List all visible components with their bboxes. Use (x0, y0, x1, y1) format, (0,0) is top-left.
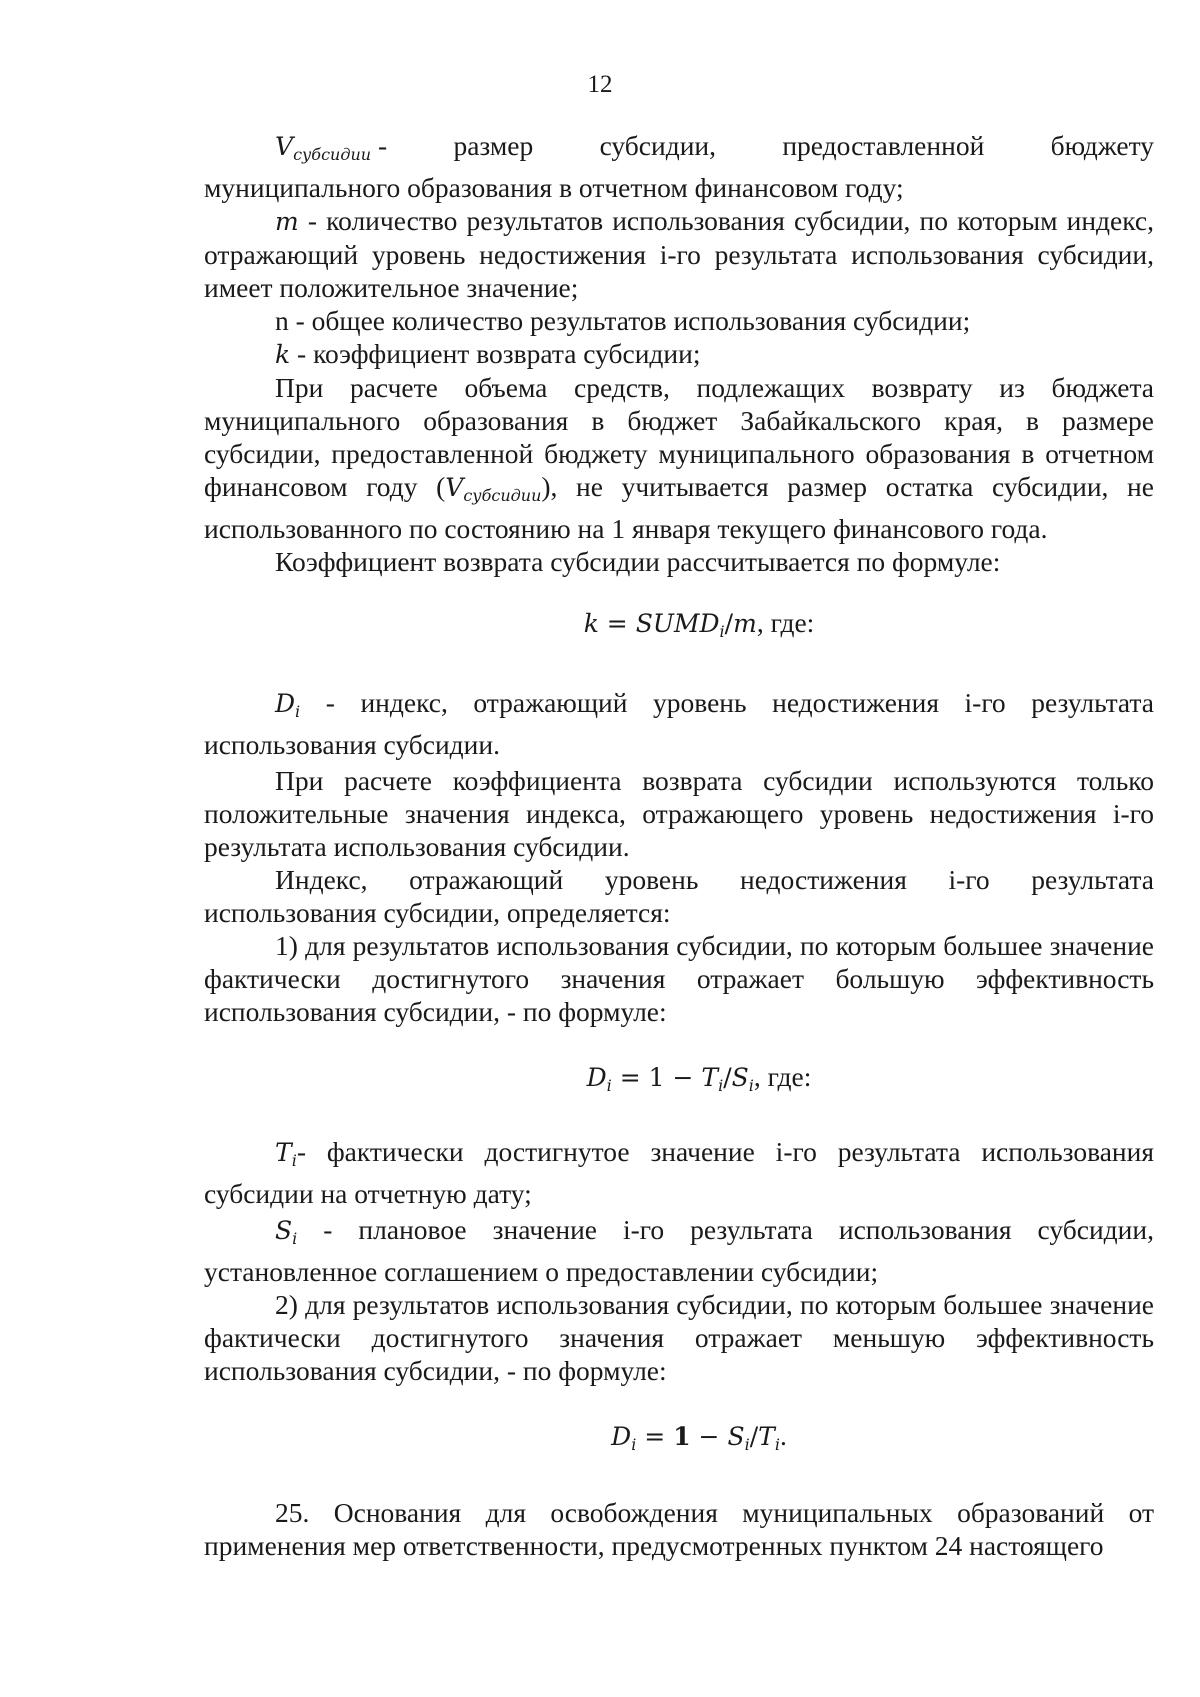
page-number: 12 (587, 71, 613, 98)
document-body (204, 129, 1154, 1562)
formula-d-case-1: $D_i = 1 - T_i/S_i$, где: (586, 1061, 812, 1095)
paragraph-v-subsidy-line2: муниципального образования в отчетном финансовом году; (204, 172, 904, 203)
paragraph-positive-values: При расчете коэффициента возврата субсидии используются только положительные значения индекса, отражающего уровень недостижения i-го результата использования субсидии. (204, 765, 1154, 862)
formula-k: $k = SUMD_i/m$, где: (583, 607, 815, 641)
paragraph-s-definition: $S_i$ - плановое значение i-го результата использования субсидии, установленное соглашением о предоставлении субсидии; (204, 1214, 1154, 1287)
paragraph-t-definition: $T_i-$ фактически достигнутое значение i-го результата использования субсидии на отчетную дату; (204, 1136, 1154, 1209)
paragraph-k-definition: k - коэффициент возврата субсидии; (275, 338, 701, 369)
paragraph-coefficient-intro: Коэффициент возврата субсидии рассчитывается по формуле: (275, 546, 1001, 577)
formula-d-case-2: $D_i = 1 - S_i/T_i$. (611, 1420, 787, 1454)
paragraph-case-1: 1) для результатов использования субсидии, по которым большее значение фактически достигнутого значения отражает большую эффективность использования субсидии, - по формуле: (204, 930, 1154, 1027)
paragraph-item-25: 25. Основания для освобождения муниципальных образований от применения мер ответственности, предусмотренных пунктом 24 настоящего (204, 1497, 1154, 1561)
paragraph-case-2: 2) для результатов использования субсидии, по которым большее значение фактически достигнутого значения отражает меньшую эффективность использования субсидии, - по формуле: (204, 1289, 1154, 1386)
paragraph-index-determined: Индекс, отражающий уровень недостижения i-го результата использования субсидии, определяется: (204, 864, 1154, 928)
paragraph-n-definition: n - общее количество результатов использования субсидии; (275, 305, 971, 336)
paragraph-m-definition: m - количество результатов использования субсидии, по которым индекс, отражающий уровень недостижения i-го результата использования субсидии, имеет положительное значение; (204, 205, 1154, 303)
paragraph-d-definition: $D_i$ - индекс, отражающий уровень недостижения i-го результата использования субсидии. (204, 687, 1154, 760)
paragraph-v-subsidy-line1: $V_{субсидии}$ - размер субсидии, предоставленной бюджету (204, 129, 1154, 171)
v-subsidy-term: $V_{субсидии}$ - (275, 130, 388, 164)
paragraph-calculation-note: При расчете объема средств, подлежащих возврату из бюджета муниципального образования в бюджет Забайкальского края, в размере субсидии, предоставленной бюджету муниципального образования в отчетном финансовом году $(V_{субсидии})$, не учитывается размер остатка субсидии, не использованного по состоянию на 1 января текущего финансового года. (204, 372, 1154, 544)
